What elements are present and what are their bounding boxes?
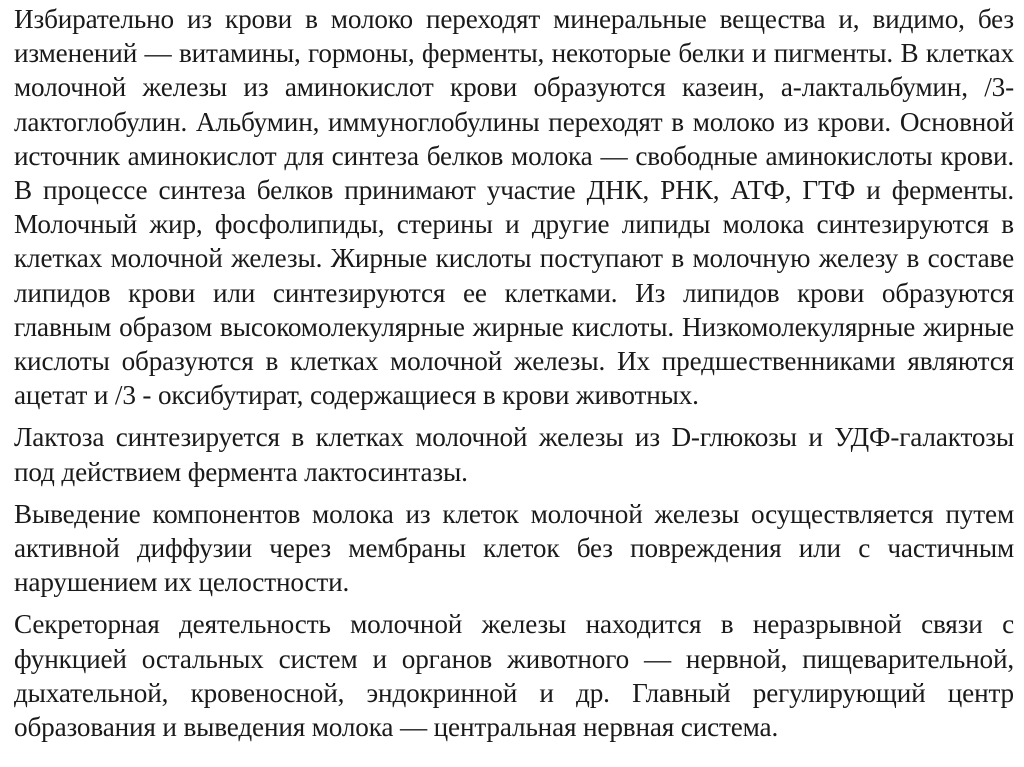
paragraph-4: Секреторная деятельность молочной железы находится в неразрывной связи с функцией остальных систем и органов животного — нервной, пищеварительной, дыхательной, кровеносной, эндокринной и др. Главный регулирующий центр образования и выведения молока — центральная нервная система.	[14, 609, 1014, 743]
paragraph-3: Выведение компонентов молока из клеток молочной железы осуществляется путем активной диффузии через мембраны клеток без повреждения или с частичным нарушением их целостности.	[14, 498, 1014, 598]
document-text	[14, 2, 1014, 752]
paragraph-1: Избирательно из крови в молоко переходят минеральные вещества и, видимо, без изменений — витамины, гормоны, ферменты, некоторые белки и пигменты. В клетках молочной железы из аминокислот крови образуются казеин, а-лактальбумин, /3- лактоглобулин. Альбумин, иммуноглобулины переходят в молоко из крови. Основной источник аминокислот для синтеза белков молока — свободные аминокислоты крови. В процессе синтеза белков принимают участие ДНК, РНК, АТФ, ГТФ и ферменты. Молочный жир, фосфолипиды, стерины и другие липиды молока синтезируются в клетках молочной железы. Жирные кислоты поступают в молочную железу в составе липидов крови или синтезируются ее клетками. Из липидов крови образуются главным образом высокомолекулярные жирные кислоты. Низкомолекулярные жирные кислоты образуются в клетках молочной железы. Их предшественниками являются ацетат и /3 - оксибутират, содержащиеся в крови животных.	[14, 4, 1014, 411]
paragraph-2: Лактоза синтезируется в клетках молочной железы из D-глюкозы и УДФ-галактозы под действием фермента лактосинтазы.	[14, 422, 1014, 487]
